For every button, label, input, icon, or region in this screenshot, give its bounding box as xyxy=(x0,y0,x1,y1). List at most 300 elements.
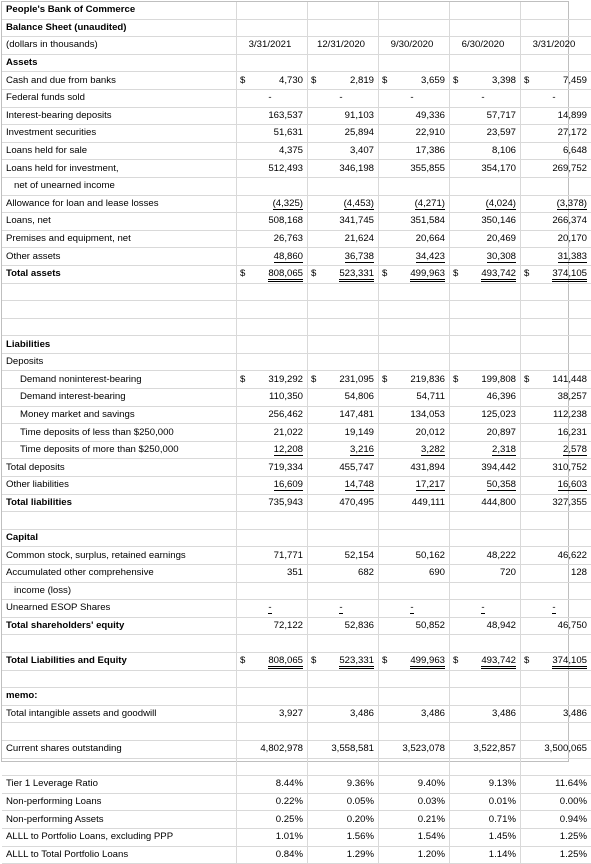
cell-value: 163,537 xyxy=(268,110,303,121)
cell-value: 493,742 xyxy=(481,268,516,282)
cell-value: 523,331 xyxy=(339,655,374,669)
cell-value: 52,154 xyxy=(345,550,374,561)
value-cell xyxy=(308,160,379,178)
cell-value: 20,012 xyxy=(416,427,445,438)
capital-heading: Capital xyxy=(2,529,237,547)
empty-cell xyxy=(237,318,308,336)
empty-cell xyxy=(521,723,591,741)
empty-cell xyxy=(2,758,237,776)
cell-value: 3,522,857 xyxy=(473,743,516,754)
value-cell xyxy=(308,213,379,231)
cell-value: 22,910 xyxy=(416,127,445,138)
cell-value: 147,481 xyxy=(339,409,374,420)
empty-cell xyxy=(2,301,237,319)
cell-value: 499,963 xyxy=(410,655,445,669)
value-cell xyxy=(379,107,450,125)
cell-value: 1.25% xyxy=(560,831,587,842)
empty-cell xyxy=(379,318,450,336)
cell-value: 8,106 xyxy=(492,145,516,156)
value-cell xyxy=(521,811,591,829)
row-label: Investment securities xyxy=(2,125,237,143)
cell-value: 25,894 xyxy=(345,127,374,138)
cell-value: 351,584 xyxy=(410,215,445,226)
header-row xyxy=(2,37,591,55)
cell-value: (3,378) xyxy=(557,198,587,210)
value-cell xyxy=(379,582,450,600)
currency-symbol: $ xyxy=(240,73,245,89)
value-cell xyxy=(521,565,591,583)
value-cell xyxy=(450,265,521,283)
value-cell xyxy=(379,125,450,143)
row-label: Time deposits of more than $250,000 xyxy=(2,441,237,459)
empty-cell xyxy=(521,318,591,336)
value-cell xyxy=(308,617,379,635)
empty-cell xyxy=(450,670,521,688)
cell-value: 355,855 xyxy=(410,163,445,174)
blank-row xyxy=(2,512,591,530)
blank-row xyxy=(2,670,591,688)
value-cell xyxy=(379,195,450,213)
value-cell xyxy=(379,828,450,846)
cell-value: 7,459 xyxy=(563,75,587,86)
empty-cell xyxy=(2,723,237,741)
row-label: Total intangible assets and goodwill xyxy=(2,705,237,723)
cell-value: 20,897 xyxy=(487,427,516,438)
row-label: Demand noninterest-bearing xyxy=(2,371,237,389)
value-cell xyxy=(237,195,308,213)
empty-cell xyxy=(521,353,591,371)
cell-value: 431,894 xyxy=(410,462,445,473)
memo-heading-row xyxy=(2,688,591,706)
value-cell xyxy=(379,248,450,266)
value-cell xyxy=(308,811,379,829)
value-cell xyxy=(379,406,450,424)
value-cell xyxy=(450,811,521,829)
deposits-heading-row xyxy=(2,353,591,371)
value-cell xyxy=(237,828,308,846)
cell-value: 0.25% xyxy=(276,814,303,825)
cell-value: 9.40% xyxy=(418,778,445,789)
value-cell xyxy=(379,811,450,829)
cell-value: 374,105 xyxy=(552,655,587,669)
empty-cell xyxy=(308,529,379,547)
value-cell xyxy=(237,793,308,811)
value-cell xyxy=(308,846,379,864)
value-cell xyxy=(308,406,379,424)
row-label: Loans, net xyxy=(2,213,237,231)
capital-heading-row xyxy=(2,529,591,547)
table-row xyxy=(2,89,591,107)
value-cell xyxy=(379,793,450,811)
value-cell xyxy=(450,477,521,495)
cell-value: 1.54% xyxy=(418,831,445,842)
blank-row xyxy=(2,723,591,741)
table-row xyxy=(2,846,591,864)
value-cell xyxy=(379,459,450,477)
currency-symbol: $ xyxy=(453,73,458,89)
value-cell xyxy=(308,565,379,583)
currency-symbol: $ xyxy=(311,653,316,669)
value-cell xyxy=(308,776,379,794)
cell-value: 54,806 xyxy=(345,391,374,402)
empty-cell xyxy=(521,688,591,706)
cell-value: 48,222 xyxy=(487,550,516,561)
value-cell xyxy=(521,142,591,160)
cell-value: 720 xyxy=(500,567,516,578)
value-cell xyxy=(237,459,308,477)
cell-value: 1.29% xyxy=(347,849,374,860)
cell-value: 341,745 xyxy=(339,215,374,226)
cell-value: 4,730 xyxy=(279,75,303,86)
value-cell xyxy=(308,494,379,512)
empty-cell xyxy=(450,723,521,741)
value-cell xyxy=(308,547,379,565)
cell-value: 0.01% xyxy=(489,796,516,807)
row-label: Interest-bearing deposits xyxy=(2,107,237,125)
empty-cell xyxy=(450,635,521,653)
cell-value: 4,375 xyxy=(279,145,303,156)
cell-value: 54,711 xyxy=(416,391,445,402)
table-row xyxy=(2,195,591,213)
cell-value: 0.20% xyxy=(347,814,374,825)
value-cell xyxy=(450,565,521,583)
table-row xyxy=(2,617,591,635)
cell-value: 11.64% xyxy=(555,778,587,789)
table-row xyxy=(2,776,591,794)
currency-symbol: $ xyxy=(240,266,245,282)
cell-value: 26,763 xyxy=(274,233,303,244)
value-cell xyxy=(450,793,521,811)
empty-cell xyxy=(521,635,591,653)
cell-value: 17,386 xyxy=(416,145,445,156)
row-label: Demand interest-bearing xyxy=(2,389,237,407)
value-cell xyxy=(521,477,591,495)
value-cell xyxy=(521,177,591,195)
cell-value: 3,407 xyxy=(350,145,374,156)
empty-cell xyxy=(237,512,308,530)
value-cell xyxy=(379,160,450,178)
cell-value: 310,752 xyxy=(552,462,587,473)
empty-cell xyxy=(237,758,308,776)
value-cell xyxy=(237,582,308,600)
cell-value: 319,292 xyxy=(268,374,303,385)
memo-heading: memo: xyxy=(2,688,237,706)
value-cell xyxy=(379,265,450,283)
value-cell xyxy=(379,230,450,248)
cell-value: 3,558,581 xyxy=(331,743,374,754)
empty-cell xyxy=(308,54,379,72)
table-row xyxy=(2,177,591,195)
row-label: income (loss) xyxy=(2,582,237,600)
value-cell xyxy=(450,494,521,512)
cell-value: 16,231 xyxy=(558,427,587,438)
empty-cell xyxy=(237,635,308,653)
value-cell xyxy=(379,89,450,107)
table-row xyxy=(2,125,591,143)
empty-cell xyxy=(379,336,450,354)
cell-value: 20,664 xyxy=(416,233,445,244)
cell-value: 3,486 xyxy=(492,708,516,719)
value-cell xyxy=(521,617,591,635)
value-cell xyxy=(237,177,308,195)
cell-value: (4,325) xyxy=(273,198,303,210)
cell-value: 3,927 xyxy=(279,708,303,719)
value-cell xyxy=(237,600,308,618)
row-label: Total assets xyxy=(2,265,237,283)
cell-value: 231,095 xyxy=(339,374,374,385)
value-cell xyxy=(450,459,521,477)
cell-value: 141,448 xyxy=(552,374,587,385)
cell-value: 266,374 xyxy=(552,215,587,226)
value-cell xyxy=(521,125,591,143)
currency-symbol: $ xyxy=(382,653,387,669)
table-row xyxy=(2,107,591,125)
empty-cell xyxy=(379,688,450,706)
empty-cell xyxy=(308,688,379,706)
value-cell xyxy=(379,565,450,583)
value-cell xyxy=(450,160,521,178)
table-row xyxy=(2,705,591,723)
currency-symbol: $ xyxy=(453,372,458,388)
value-cell xyxy=(379,652,450,670)
value-cell xyxy=(308,265,379,283)
blank-row xyxy=(2,301,591,319)
cell-value: 470,495 xyxy=(339,497,374,508)
table-row xyxy=(2,652,591,670)
row-label: Unearned ESOP Shares xyxy=(2,600,237,618)
value-cell xyxy=(450,195,521,213)
currency-symbol: $ xyxy=(311,372,316,388)
value-cell xyxy=(379,846,450,864)
empty-cell xyxy=(379,301,450,319)
value-cell xyxy=(450,107,521,125)
value-cell xyxy=(521,652,591,670)
cell-value: - xyxy=(410,602,413,614)
cell-value: (4,453) xyxy=(344,198,374,210)
table-row xyxy=(2,406,591,424)
empty-cell xyxy=(237,688,308,706)
currency-symbol: $ xyxy=(240,372,245,388)
value-cell xyxy=(308,477,379,495)
value-cell xyxy=(521,600,591,618)
value-cell xyxy=(521,371,591,389)
table-row xyxy=(2,828,591,846)
value-cell xyxy=(450,371,521,389)
value-cell xyxy=(521,248,591,266)
value-cell xyxy=(237,160,308,178)
value-cell xyxy=(237,565,308,583)
empty-cell xyxy=(308,512,379,530)
cell-value: 1.56% xyxy=(347,831,374,842)
column-header: 9/30/2020 xyxy=(379,37,450,55)
cell-value: 351 xyxy=(287,567,303,578)
cell-value: 0.03% xyxy=(418,796,445,807)
value-cell xyxy=(237,142,308,160)
empty-cell xyxy=(379,353,450,371)
cell-value: 0.05% xyxy=(347,796,374,807)
value-cell xyxy=(308,142,379,160)
value-cell xyxy=(308,459,379,477)
cell-value: - xyxy=(481,602,484,614)
empty-cell xyxy=(379,512,450,530)
cell-value: 1.14% xyxy=(489,849,516,860)
value-cell xyxy=(308,441,379,459)
value-cell xyxy=(308,72,379,90)
value-cell xyxy=(450,72,521,90)
row-label: Non-performing Loans xyxy=(2,793,237,811)
value-cell xyxy=(450,125,521,143)
table-row xyxy=(2,142,591,160)
value-cell xyxy=(308,230,379,248)
value-cell xyxy=(521,740,591,758)
value-cell xyxy=(450,424,521,442)
value-cell xyxy=(308,582,379,600)
table-row xyxy=(2,160,591,178)
value-cell xyxy=(521,406,591,424)
table-row xyxy=(2,494,591,512)
cell-value: 0.21% xyxy=(418,814,445,825)
cell-value: 91,103 xyxy=(345,110,374,121)
cell-value: 71,771 xyxy=(274,550,303,561)
empty-cell xyxy=(237,301,308,319)
currency-symbol: $ xyxy=(524,73,529,89)
value-cell xyxy=(450,582,521,600)
empty-cell xyxy=(308,758,379,776)
value-cell xyxy=(521,494,591,512)
table-row xyxy=(2,565,591,583)
empty-cell xyxy=(450,688,521,706)
cell-value: 682 xyxy=(358,567,374,578)
row-label: Other assets xyxy=(2,248,237,266)
cell-value: 38,257 xyxy=(558,391,587,402)
cell-value: - xyxy=(552,602,555,614)
value-cell xyxy=(237,89,308,107)
value-cell xyxy=(521,828,591,846)
row-label: Allowance for loan and lease losses xyxy=(2,195,237,213)
value-cell xyxy=(521,195,591,213)
table-row xyxy=(2,582,591,600)
liabilities-heading-row xyxy=(2,336,591,354)
cell-value: 14,748 xyxy=(345,479,374,491)
table-body xyxy=(2,2,591,864)
row-label: ALLL to Total Portfolio Loans xyxy=(2,846,237,864)
empty-cell xyxy=(2,318,237,336)
table-row xyxy=(2,389,591,407)
row-label: Loans held for investment, xyxy=(2,160,237,178)
units-label: (dollars in thousands) xyxy=(2,37,237,55)
empty-cell xyxy=(450,758,521,776)
value-cell xyxy=(521,793,591,811)
currency-symbol: $ xyxy=(382,73,387,89)
cell-value: 3,523,078 xyxy=(402,743,445,754)
cell-value: 354,170 xyxy=(481,163,516,174)
cell-value: 512,493 xyxy=(268,163,303,174)
blank-row xyxy=(2,635,591,653)
value-cell xyxy=(237,617,308,635)
cell-value: 36,738 xyxy=(345,251,374,263)
cell-value: - xyxy=(481,92,484,103)
empty-cell xyxy=(379,670,450,688)
value-cell xyxy=(308,107,379,125)
table-row xyxy=(2,248,591,266)
value-cell xyxy=(308,89,379,107)
value-cell xyxy=(308,652,379,670)
cell-value: 48,860 xyxy=(274,251,303,263)
empty-cell xyxy=(521,301,591,319)
row-label: Cash and due from banks xyxy=(2,72,237,90)
row-label: Time deposits of less than $250,000 xyxy=(2,424,237,442)
cell-value: 50,852 xyxy=(416,620,445,631)
cell-value: 0.94% xyxy=(560,814,587,825)
row-label: net of unearned income xyxy=(2,177,237,195)
row-label: Total shareholders' equity xyxy=(2,617,237,635)
value-cell xyxy=(450,89,521,107)
value-cell xyxy=(450,740,521,758)
value-cell xyxy=(521,582,591,600)
empty-cell xyxy=(237,283,308,301)
value-cell xyxy=(379,389,450,407)
value-cell xyxy=(521,705,591,723)
cell-value: (4,271) xyxy=(415,198,445,210)
cell-value: 46,622 xyxy=(558,550,587,561)
cell-value: 4,802,978 xyxy=(260,743,303,754)
cell-value: 808,065 xyxy=(268,655,303,669)
cell-value: 0.84% xyxy=(276,849,303,860)
value-cell xyxy=(521,213,591,231)
value-cell xyxy=(237,494,308,512)
value-cell xyxy=(308,740,379,758)
empty-cell xyxy=(521,670,591,688)
table-row xyxy=(2,547,591,565)
cell-value: 48,942 xyxy=(487,620,516,631)
column-header: 3/31/2021 xyxy=(237,37,308,55)
value-cell xyxy=(450,705,521,723)
currency-symbol: $ xyxy=(453,266,458,282)
cell-value: - xyxy=(339,92,342,103)
cell-value: 3,282 xyxy=(421,444,445,456)
cell-value: 219,836 xyxy=(410,374,445,385)
cell-value: 1.45% xyxy=(489,831,516,842)
currency-symbol: $ xyxy=(240,653,245,669)
cell-value: 19,149 xyxy=(345,427,374,438)
cell-value: 8.44% xyxy=(276,778,303,789)
empty-cell xyxy=(379,54,450,72)
cell-value: 3,486 xyxy=(421,708,445,719)
row-label: Loans held for sale xyxy=(2,142,237,160)
empty-cell xyxy=(308,283,379,301)
cell-value: 34,423 xyxy=(416,251,445,263)
value-cell xyxy=(521,424,591,442)
value-cell xyxy=(521,265,591,283)
table-row xyxy=(2,811,591,829)
value-cell xyxy=(450,547,521,565)
value-cell xyxy=(237,265,308,283)
value-cell xyxy=(521,89,591,107)
currency-symbol: $ xyxy=(524,653,529,669)
cell-value: 508,168 xyxy=(268,215,303,226)
value-cell xyxy=(237,477,308,495)
empty-cell xyxy=(450,301,521,319)
table-row xyxy=(2,424,591,442)
value-cell xyxy=(237,125,308,143)
cell-value: 6,648 xyxy=(563,145,587,156)
cell-value: 1.20% xyxy=(418,849,445,860)
row-label: Total liabilities xyxy=(2,494,237,512)
value-cell xyxy=(450,652,521,670)
cell-value: - xyxy=(268,92,271,103)
cell-value: - xyxy=(552,92,555,103)
liabilities-heading: Liabilities xyxy=(2,336,237,354)
